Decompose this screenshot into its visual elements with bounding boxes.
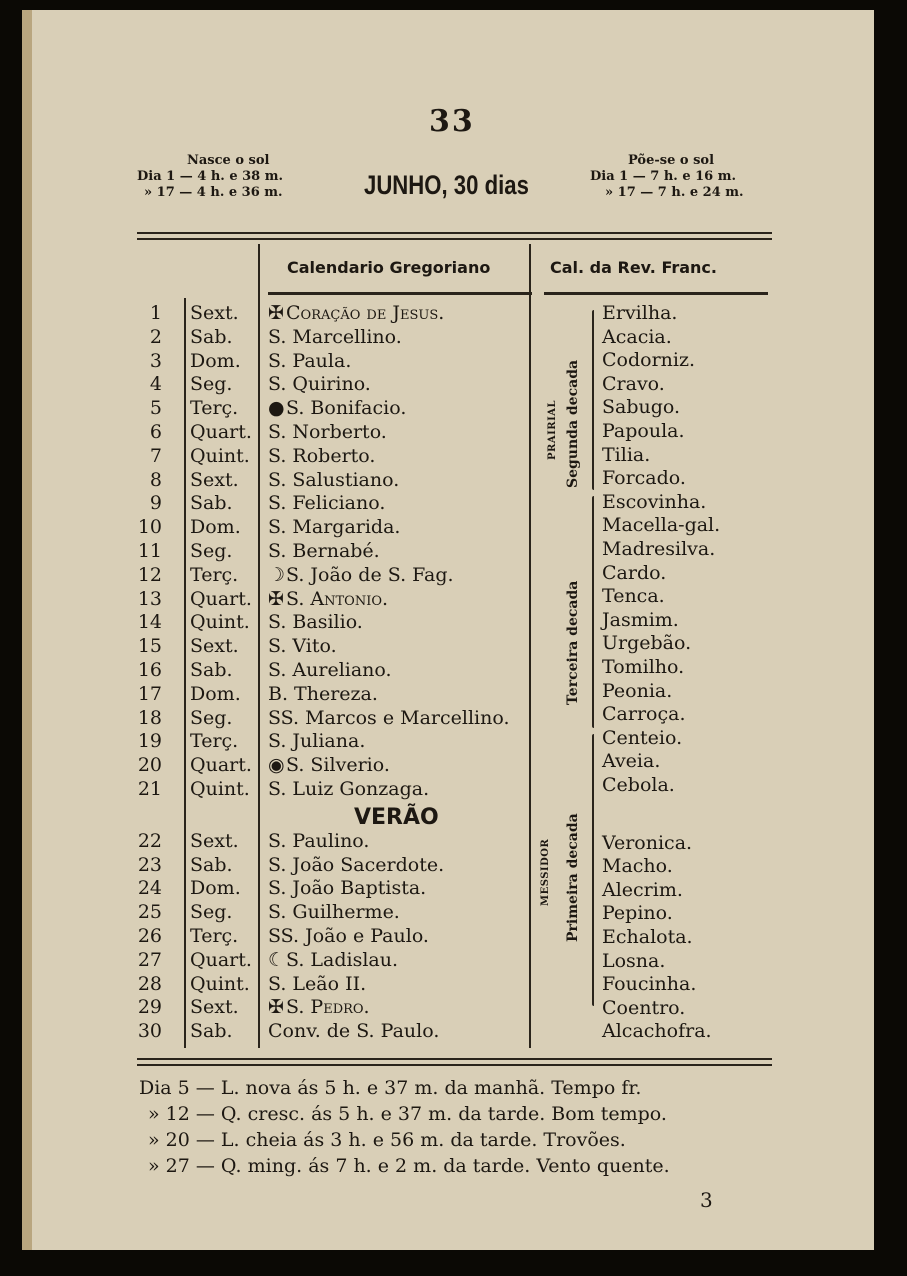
republican-entry: Pepino. bbox=[602, 902, 673, 925]
day-number: 22 bbox=[137, 829, 162, 852]
period-primeira-decada: Primeira decada bbox=[565, 813, 581, 942]
saint-entry bbox=[268, 925, 429, 948]
bottom-rule-2 bbox=[137, 1064, 772, 1066]
saint-entry bbox=[268, 707, 509, 730]
republican-entry: Macella-gal. bbox=[602, 514, 721, 537]
weekday: Quart. bbox=[190, 421, 252, 443]
weekday: Sext. bbox=[190, 635, 239, 658]
day-number: 21 bbox=[137, 778, 162, 800]
saint-name: B. Thereza. bbox=[268, 682, 378, 705]
weekday: Dom. bbox=[190, 682, 241, 705]
saint-name: S. Leão II. bbox=[268, 972, 367, 995]
folio: 3 bbox=[700, 1188, 713, 1212]
day-number: 12 bbox=[137, 563, 162, 586]
saint-name: Coração de Jesus. bbox=[286, 302, 445, 324]
republican-entry: Aveia. bbox=[602, 750, 661, 773]
header-gregorian: Calendario Gregoriano bbox=[287, 258, 491, 277]
saint-entry bbox=[268, 445, 375, 468]
day-number: 3 bbox=[149, 349, 162, 372]
period-segunda-decada: Segunda decada bbox=[565, 359, 581, 488]
moon-phase-2: » 12 — Q. cresc. ás 5 h. e 37 m. da tarde. Bom tempo. bbox=[148, 1103, 667, 1125]
saint-entry bbox=[268, 830, 369, 853]
republican-entry: Foucinha. bbox=[602, 973, 697, 996]
period-messidor: MESSIDOR bbox=[540, 838, 551, 906]
saint-entry bbox=[268, 778, 429, 801]
saint-name: S. Ladislau. bbox=[286, 948, 399, 971]
symbol-icon: ✠ bbox=[268, 302, 284, 324]
republican-entry: Macho. bbox=[602, 855, 673, 878]
weekday: Sext. bbox=[190, 829, 239, 852]
saint-name: Conv. de S. Paulo. bbox=[268, 1020, 440, 1043]
saint-entry bbox=[268, 373, 371, 396]
republican-entry: Centeio. bbox=[602, 726, 683, 749]
day-number: 1 bbox=[149, 302, 162, 324]
moon-phase-4: » 27 — Q. ming. ás 7 h. e 2 m. da tarde. Vento quente. bbox=[148, 1155, 670, 1177]
weekday: Seg. bbox=[190, 706, 233, 729]
weekday: Sext. bbox=[190, 996, 239, 1019]
saint-name: S. Antonio. bbox=[286, 587, 389, 610]
weekday: Dom. bbox=[190, 516, 241, 539]
day-number: 2 bbox=[149, 325, 162, 348]
weekday: Seg. bbox=[190, 901, 233, 924]
saint-entry bbox=[268, 397, 406, 420]
republican-entry: Sabugo. bbox=[602, 396, 681, 419]
republican-entry: Carroça. bbox=[602, 703, 686, 726]
bottom-rule bbox=[137, 1058, 772, 1060]
divider-weekday bbox=[184, 298, 186, 1048]
weekday: Quart. bbox=[190, 948, 252, 971]
bracket-terceira bbox=[592, 496, 594, 728]
saint-entry bbox=[268, 949, 398, 972]
day-number: 8 bbox=[149, 468, 162, 491]
saint-entry bbox=[268, 492, 385, 515]
saint-name: S. Salustiano. bbox=[268, 468, 400, 491]
weekday: Sab. bbox=[190, 492, 233, 515]
day-number: 7 bbox=[149, 444, 162, 467]
saint-name: S. Bonifacio. bbox=[286, 397, 407, 420]
day-number: 27 bbox=[137, 948, 162, 971]
republican-entry: Cebola. bbox=[602, 774, 675, 796]
header-underline-right bbox=[544, 292, 768, 295]
saint-entry bbox=[268, 683, 378, 706]
saint-entry bbox=[268, 421, 387, 444]
day-number: 29 bbox=[137, 996, 162, 1019]
period-prairial: PRAIRIAL bbox=[547, 399, 558, 460]
saint-name: S. Luiz Gonzaga. bbox=[268, 778, 430, 800]
saint-entry bbox=[268, 996, 370, 1019]
saint-entry bbox=[268, 516, 400, 539]
divider-republican bbox=[529, 244, 531, 1048]
weekday: Terç. bbox=[190, 563, 239, 586]
saint-entry bbox=[268, 730, 365, 753]
bracket-primeira bbox=[592, 734, 594, 1006]
saint-name: S. Feliciano. bbox=[268, 492, 386, 515]
weekday: Quint. bbox=[190, 778, 250, 800]
saint-entry bbox=[268, 350, 351, 373]
saint-name: S. Bernabé. bbox=[268, 540, 380, 562]
saint-name: S. Paulino. bbox=[268, 829, 370, 852]
saint-entry bbox=[268, 1020, 439, 1043]
sunrise-line2: » 17 — 4 h. e 36 m. bbox=[144, 185, 283, 200]
saint-name: S. Norberto. bbox=[268, 421, 387, 443]
day-number: 11 bbox=[137, 540, 162, 562]
symbol-icon: ◉ bbox=[268, 754, 285, 777]
republican-entry: Alcachofra. bbox=[602, 1020, 712, 1043]
republican-entry: Madresilva. bbox=[602, 538, 716, 560]
saint-name: S. Guilherme. bbox=[268, 901, 400, 924]
day-number: 10 bbox=[137, 516, 162, 539]
saint-name: S. Vito. bbox=[268, 635, 337, 658]
republican-entry: Echalota. bbox=[602, 926, 693, 948]
weekday: Sab. bbox=[190, 659, 233, 681]
saint-name: S. Roberto. bbox=[268, 444, 376, 467]
top-rule bbox=[137, 232, 772, 234]
day-number: 4 bbox=[149, 373, 162, 396]
saint-entry bbox=[268, 901, 400, 924]
moon-phase-3: » 20 — L. cheia ás 3 h. e 56 m. da tarde. Trovões. bbox=[148, 1129, 626, 1151]
header-republican: Cal. da Rev. Franc. bbox=[550, 258, 717, 277]
saint-name: S. Juliana. bbox=[268, 730, 366, 753]
republican-entry: Acacia. bbox=[602, 325, 672, 348]
weekday: Quart. bbox=[190, 754, 252, 777]
weekday: Sext. bbox=[190, 302, 239, 324]
top-rule-2 bbox=[137, 238, 772, 240]
weekday: Quint. bbox=[190, 972, 250, 995]
republican-entry: Codorniz. bbox=[602, 349, 696, 372]
saint-name: S. Pedro. bbox=[286, 996, 370, 1019]
period-terceira-decada: Terceira decada bbox=[565, 580, 581, 705]
symbol-icon: ● bbox=[268, 397, 285, 420]
republican-entry: Peonia. bbox=[602, 679, 673, 702]
day-number: 19 bbox=[137, 730, 162, 753]
day-number: 23 bbox=[137, 853, 162, 876]
weekday: Quint. bbox=[190, 611, 250, 634]
day-number: 5 bbox=[149, 397, 162, 420]
day-number: 16 bbox=[137, 659, 162, 681]
symbol-icon: ✠ bbox=[268, 996, 284, 1019]
saint-entry bbox=[268, 540, 380, 563]
weekday: Terç. bbox=[190, 397, 239, 420]
month-title: JUNHO, 30 dias bbox=[364, 170, 529, 200]
sunset-title: Põe-se o sol bbox=[628, 153, 715, 168]
saint-name: S. João de S. Fag. bbox=[286, 563, 454, 586]
weekday: Sab. bbox=[190, 853, 233, 876]
saint-name: S. Paula. bbox=[268, 349, 352, 372]
republican-entry: Tomilho. bbox=[602, 656, 685, 678]
weekday: Dom. bbox=[190, 877, 241, 900]
republican-entry: Tilia. bbox=[602, 443, 651, 466]
republican-entry: Alecrim. bbox=[602, 878, 683, 901]
divider-saint bbox=[258, 244, 260, 1048]
weekday: Sab. bbox=[190, 1020, 233, 1043]
weekday: Sext. bbox=[190, 468, 239, 491]
republican-entry: Ervilha. bbox=[602, 302, 678, 324]
bracket-segunda bbox=[592, 310, 594, 490]
weekday: Quint. bbox=[190, 444, 250, 467]
saint-entry bbox=[268, 611, 363, 634]
saint-name: S. Quirino. bbox=[268, 373, 371, 396]
sunrise-title: Nasce o sol bbox=[187, 153, 270, 168]
saint-entry bbox=[268, 754, 390, 777]
day-number: 20 bbox=[137, 754, 162, 777]
day-number: 24 bbox=[137, 877, 162, 900]
republican-entry: Urgebão. bbox=[602, 632, 692, 655]
day-number: 6 bbox=[149, 421, 162, 443]
saint-entry bbox=[268, 302, 444, 325]
saint-entry bbox=[268, 326, 402, 349]
republican-entry: Veronica. bbox=[602, 831, 693, 854]
republican-entry: Escovinha. bbox=[602, 490, 707, 513]
republican-entry: Papoula. bbox=[602, 420, 685, 442]
weekday: Sab. bbox=[190, 325, 233, 348]
saint-name: SS. João e Paulo. bbox=[268, 925, 429, 947]
weekday: Seg. bbox=[190, 540, 233, 562]
day-number: 9 bbox=[149, 492, 162, 515]
saint-entry bbox=[268, 973, 366, 996]
day-number: 18 bbox=[137, 706, 162, 729]
symbol-icon: ✠ bbox=[268, 587, 284, 610]
day-number: 15 bbox=[137, 635, 162, 658]
saint-name: S. Aureliano. bbox=[268, 659, 392, 681]
saint-name: S. João Baptista. bbox=[268, 877, 427, 900]
day-number: 28 bbox=[137, 972, 162, 995]
symbol-icon: ☽ bbox=[268, 563, 286, 586]
saint-entry bbox=[268, 877, 426, 900]
weekday: Quart. bbox=[190, 587, 252, 610]
republican-entry: Coentro. bbox=[602, 996, 686, 1019]
day-number: 14 bbox=[137, 611, 162, 634]
day-number: 17 bbox=[137, 682, 162, 705]
saint-entry bbox=[268, 635, 337, 658]
symbol-icon: ☾ bbox=[268, 948, 286, 971]
saint-name: SS. Marcos e Marcellino. bbox=[268, 706, 510, 729]
saint-entry bbox=[268, 854, 444, 877]
weekday: Seg. bbox=[190, 373, 233, 396]
republican-entry: Cravo. bbox=[602, 372, 665, 395]
weekday: Terç. bbox=[190, 925, 239, 947]
day-number: 26 bbox=[137, 925, 162, 947]
section-verao: VERÃO bbox=[354, 805, 439, 830]
saint-name: S. Margarida. bbox=[268, 516, 401, 539]
moon-phase-1: Dia 5 — L. nova ás 5 h. e 37 m. da manhã. Tempo fr. bbox=[139, 1077, 642, 1099]
republican-entry: Jasmim. bbox=[602, 608, 679, 631]
saint-entry bbox=[268, 588, 388, 611]
day-number: 13 bbox=[137, 587, 162, 610]
republican-entry: Forcado. bbox=[602, 467, 686, 490]
saint-name: S. Basilio. bbox=[268, 611, 363, 634]
saint-name: S. Marcellino. bbox=[268, 325, 402, 348]
saint-name: S. Silverio. bbox=[286, 754, 390, 777]
day-number: 30 bbox=[137, 1020, 162, 1043]
republican-entry: Losna. bbox=[602, 949, 666, 972]
weekday: Terç. bbox=[190, 730, 239, 753]
sunset-line2: » 17 — 7 h. e 24 m. bbox=[605, 185, 744, 200]
calendar-page bbox=[22, 10, 874, 1250]
saint-entry bbox=[268, 659, 392, 682]
sunrise-line1: Dia 1 — 4 h. e 38 m. bbox=[137, 169, 284, 184]
day-number: 25 bbox=[137, 901, 162, 924]
republican-entry: Tenca. bbox=[602, 585, 665, 608]
weekday: Dom. bbox=[190, 349, 241, 372]
saint-name: S. João Sacerdote. bbox=[268, 853, 445, 876]
sunset-line1: Dia 1 — 7 h. e 16 m. bbox=[590, 169, 737, 184]
saint-entry bbox=[268, 564, 454, 587]
republican-entry: Cardo. bbox=[602, 561, 667, 584]
saint-entry bbox=[268, 469, 399, 492]
header-underline-left bbox=[268, 292, 532, 295]
page-number: 33 bbox=[429, 104, 475, 139]
